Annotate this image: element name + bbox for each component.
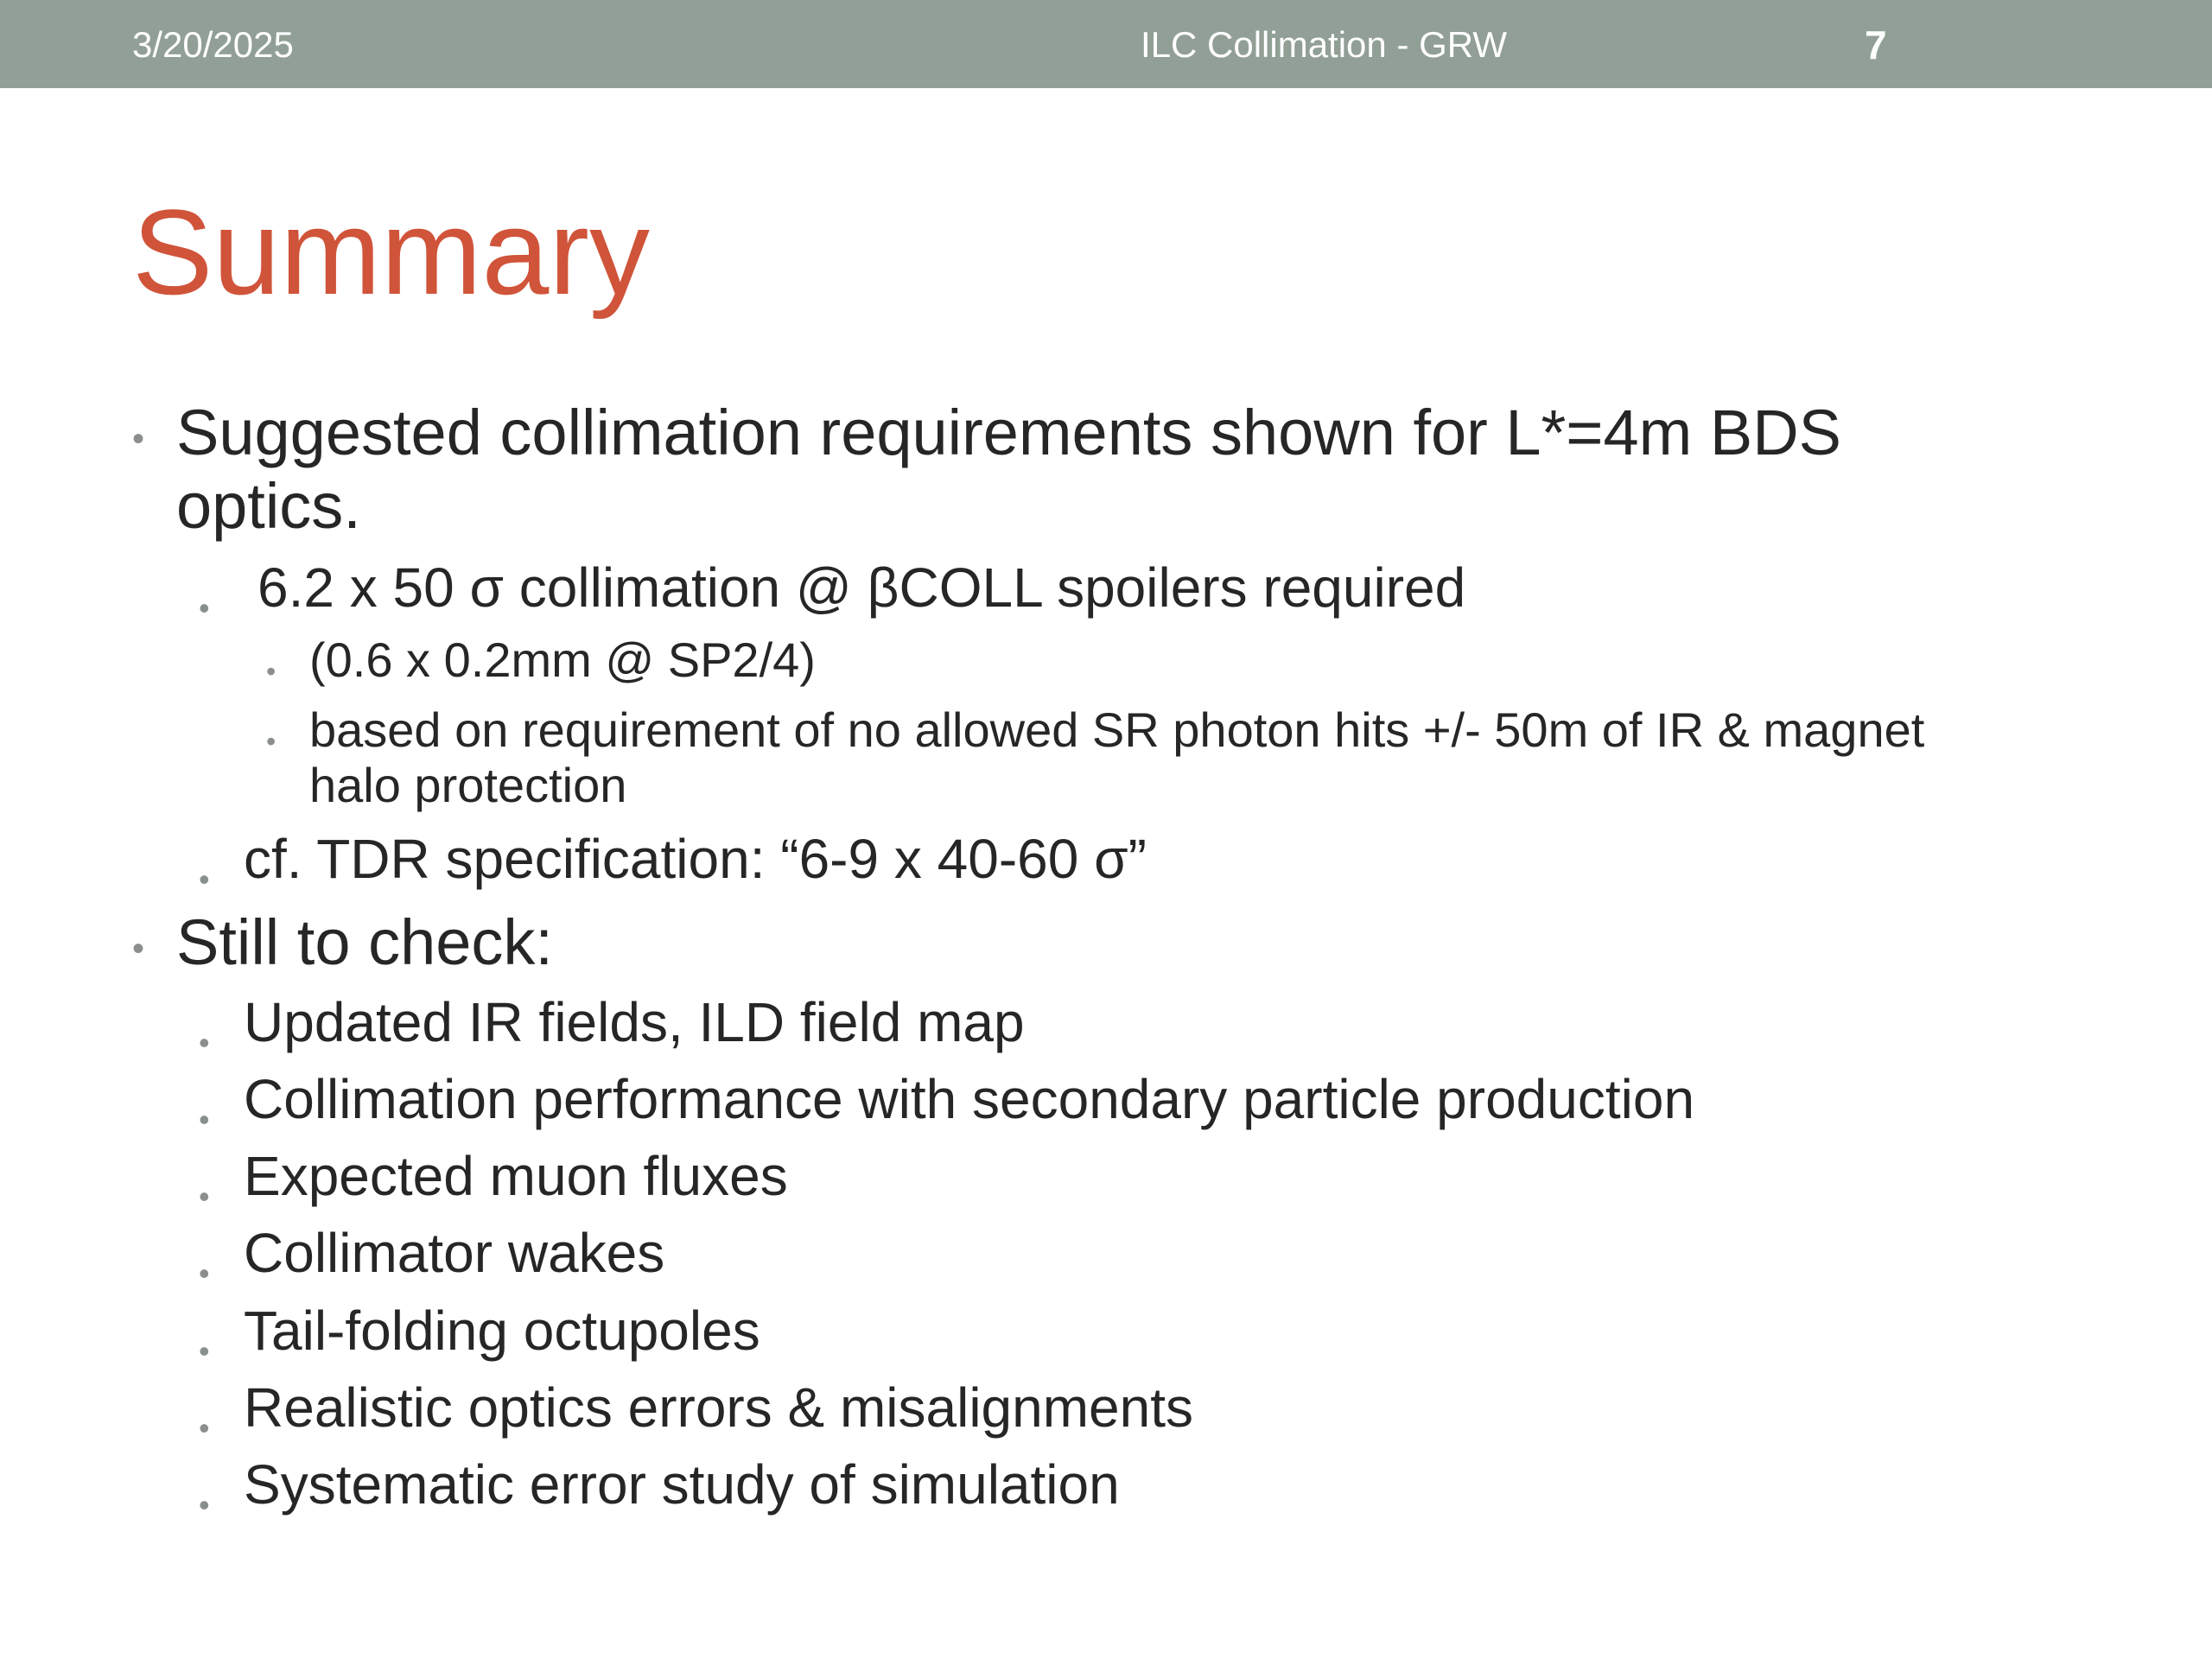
bullet-dot-icon: • [199,1102,210,1137]
bullet-dot-icon: • [199,1487,210,1522]
bullet-text: Still to check: [176,906,553,978]
header-title: ILC Collimation - GRW [1141,24,1507,65]
bullet-dot-icon: • [199,1179,210,1214]
bullet-text: cf. TDR specification: “6-9 x 40-60 σ” [244,828,1147,890]
bullet-dot-icon: • [266,656,276,687]
bullet-dot-icon: • [199,1025,210,1060]
bullet-dot-icon: • [132,420,145,458]
bullet-dot-icon: • [266,726,276,757]
bullet-text: (0.6 x 0.2mm @ SP2/4) [309,632,816,687]
bullet-dot-icon: • [199,1410,210,1446]
bullet-dot-icon: • [199,1333,210,1369]
bullet-dot-icon: • [199,1255,210,1291]
page-number: 7 [1865,22,1887,67]
bullet-text: based on requirement of no allowed SR photon hits +/- 50m of IR & magnet [309,702,1925,757]
bullet-text: Realistic optics errors & misalignments [244,1376,1193,1439]
bullet-text: Tail-folding octupoles [244,1300,760,1362]
header-date: 3/20/2025 [132,24,294,65]
bullet-text-continued: halo protection [309,758,627,812]
bullet-text: Expected muon fluxes [244,1145,788,1207]
bullet-dot-icon: • [199,861,210,897]
bullet-text: 6.2 x 50 σ collimation @ βCOLL spoilers required [257,556,1466,619]
bullet-dot-icon: • [132,930,145,968]
bullet-text-continued: optics. [176,470,361,542]
slide-title: Summary [132,184,650,320]
bullet-text: Collimation performance with secondary particle production [244,1068,1695,1130]
bullet-text: Collimator wakes [244,1222,665,1284]
bullet-text: Systematic error study of simulation [244,1453,1120,1516]
bullet-dot-icon: • [199,590,210,626]
bullet-text: Updated IR fields, ILD field map [244,991,1025,1053]
bullet-text: Suggested collimation requirements shown for L*=4m BDS [176,397,1842,468]
